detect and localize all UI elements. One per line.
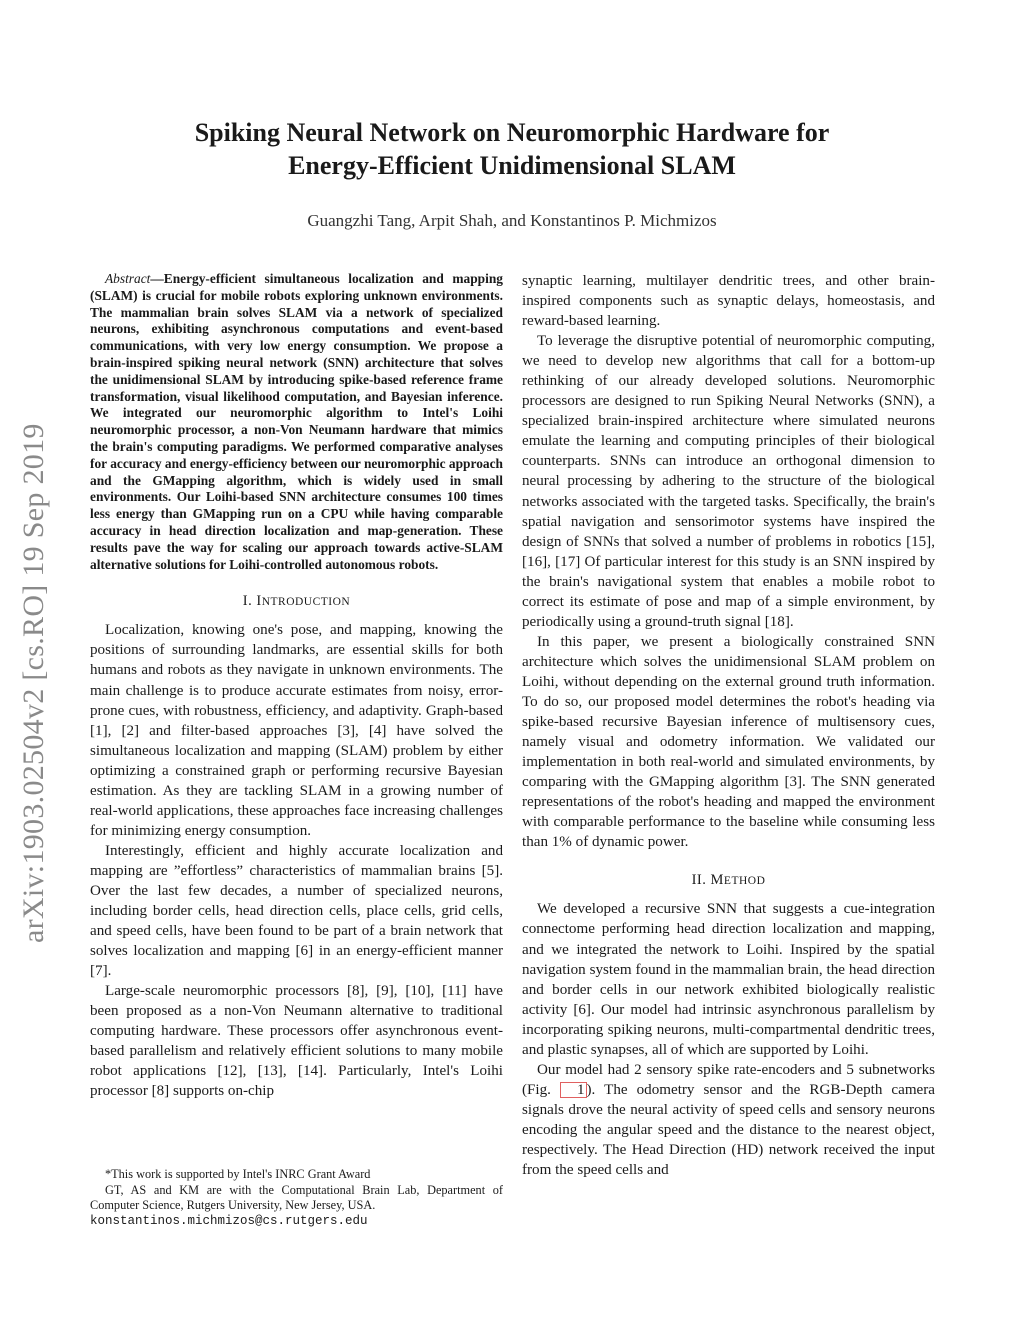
intro-paragraph-3: Large-scale neuromorphic processors [8], [9], [10], [11] have been proposed as a non-Von Neumann alternative to traditional computing hardware. These processors offer asynchronous event-based parallelism and relatively efficient solutions to many mobile robot applications [12], [13], [14]. Particularly, Intel's Loihi processor [8] supports on-chip: [90, 983, 503, 1100]
figure-1-link[interactable]: 1: [560, 1082, 587, 1098]
section-heading-introduction: I. INTRODUCTION: [242, 593, 351, 610]
footnote: [90, 1167, 503, 1229]
title-line-2: Energy-Efficient Unidimensional SLAM: [288, 151, 736, 180]
contribution-paragraph: In this paper, we present a biologically constrained SNN architecture which solves the unidimensional SLAM problem on Loihi, without depending on the external ground truth information. To do so, our proposed model determines the robot's heading via spike-based recursive Bayesian inference of multisensory cues, namely visual and odometry information. We validated our implementation in both real-world and simulated environments, by comparing with the GMapping algorithm [3]. The SNN generated representations of the robot's heading and mapped the environment with comparable performance to the baseline while consuming less than 1% of dynamic power.: [522, 633, 935, 851]
neuromorphic-paragraph: To leverage the disruptive potential of neuromorphic computing, we need to develop new algorithms that call for a bottom-up rethinking of our already developed solutions. Neuromorphic processors are designed to run Spiking Neural Networks (SNN), a specialized brain-inspired architecture where simulated neurons emulate the learning and computing principles of their biological counterparts. SNNs can introduce an orthogonal dimension to neural processing by adhering to the structure of the biological networks associated with the targeted tasks. Specifically, the brain's spatial navigation and sensorimotor systems have inspired the design of SNNs that solved a number of problems in robotics [15], [16], [17] Of particular interest for this study is an SNN inspired by the brain's navigational system that enables a mobile robot to correct its estimate of pose and map of a simple environment, by periodically using a ground-truth signal [18].: [522, 333, 935, 630]
abstract-text: Energy-efficient simultaneous localization and mapping (SLAM) is crucial for mobile robots exploring unknown environments. The mammalian brain solves SLAM via a network of specialized neurons, exhibiting asynchronous computations and event-based communications, with very low energy consumption. We propose a brain-inspired spiking neural network (SNN) architecture that solves the unidimensional SLAM by introducing spike-based reference frame transformation, visual likelihood computation, and Bayesian inference. We integrated our neuromorphic algorithm to Intel's Loihi neuromorphic processor, a non-Von Neumann hardware that mimics the brain's computing paradigms. We performed comparative analyses for accuracy and energy-efficiency between our neuromorphic approach and the GMapping algorithm, which is widely used in small environments. Our Loihi-based SNN architecture consumes 100 times less energy than GMapping run on a CPU while having comparable accuracy in head direction localization and map-generation. These results pave the way for scaling our approach towards active-SLAM alternative solutions for Loihi-controlled autonomous robots.: [90, 271, 503, 572]
footnote-affiliation: GT, AS and KM are with the Computational Brain Lab, Department of Computer Science, Rutgers University, New Jersey, USA.: [90, 1182, 503, 1212]
left-column: [90, 271, 503, 1102]
author-list: Guangzhi Tang, Arpit Shah, and Konstantinos P. Michmizos: [307, 211, 717, 230]
method-paragraph-2: Our model had 2 sensory spike rate-encoders and 5 subnetworks (Fig. 1 ). The odometry sensor and the RGB-Depth camera signals drove the neural activity of speed cells and sensory neurons encoding the angular speed and the distance to the nearest object, respectively. The Head Direction (HD) network received the input from the speed cells and: [522, 1061, 935, 1179]
abstract-label: Abstract: [105, 271, 151, 286]
paper-title: [90, 116, 934, 182]
intro-paragraph-2: Interestingly, efficient and highly accurate localization and mapping are ”effortless” characteristics of mammalian brains [5]. Over the last few decades, a number of specialized neurons, including border cells, head direction cells, place cells, grid cells, and speed cells, have been found to be part of a brain network that solves localization and mapping [6] in an energy-efficient manner [7].: [90, 842, 503, 980]
title-line-1: Spiking Neural Network on Neuromorphic Hardware for: [194, 118, 830, 147]
intro-paragraph-1: Localization, knowing one's pose, and mapping, knowing the positions of surrounding landmarks, are essential skills for both humans and robots as they navigate in unknown environments. The main challenge is to produce accurate estimates from noisy, error-prone cues, with robustness, efficiency, and adaptivity. Graph-based [1], [2] and filter-based approaches [3], [4] have solved the simultaneous localization and mapping (SLAM) problem by either optimizing a constrained graph or performing recursive Bayesian estimation. As they are tackling SLAM in a growing number of real-world applications, these approaches face increasing challenges for minimizing energy consumption.: [90, 622, 503, 839]
section-heading-method: II. METHOD: [691, 872, 766, 889]
footnote-grant: *This work is supported by Intel's INRC Grant Award: [105, 1167, 371, 1181]
continuation-paragraph: synaptic learning, multilayer dendritic trees, and other brain-inspired components such as synaptic delays, homeostasis, and reward-based learning.: [522, 273, 935, 330]
abstract-dash: —: [150, 271, 164, 286]
right-column: [522, 271, 935, 1180]
method-paragraph-1: We developed a recursive SNN that suggests a cue-integration connectome performing head direction localization and mapping, and we integrated the network to Loihi. Inspired by the spatial navigation system found in the mammalian brain, the head direction and border cells in our network exhibited biologically realistic activity [6]. Our model had intrinsic asynchronous parallelism by incorporating spiking neurons, multi-compartmental dendritic trees, and plastic synapses, all of which are supported by Loihi.: [522, 901, 935, 1058]
arxiv-stamp: arXiv:1903.02504v2 [cs.RO] 19 Sep 2019: [17, 423, 50, 943]
footnote-email[interactable]: konstantinos.michmizos@cs.rutgers.edu: [90, 1213, 368, 1228]
abstract: [90, 271, 503, 573]
